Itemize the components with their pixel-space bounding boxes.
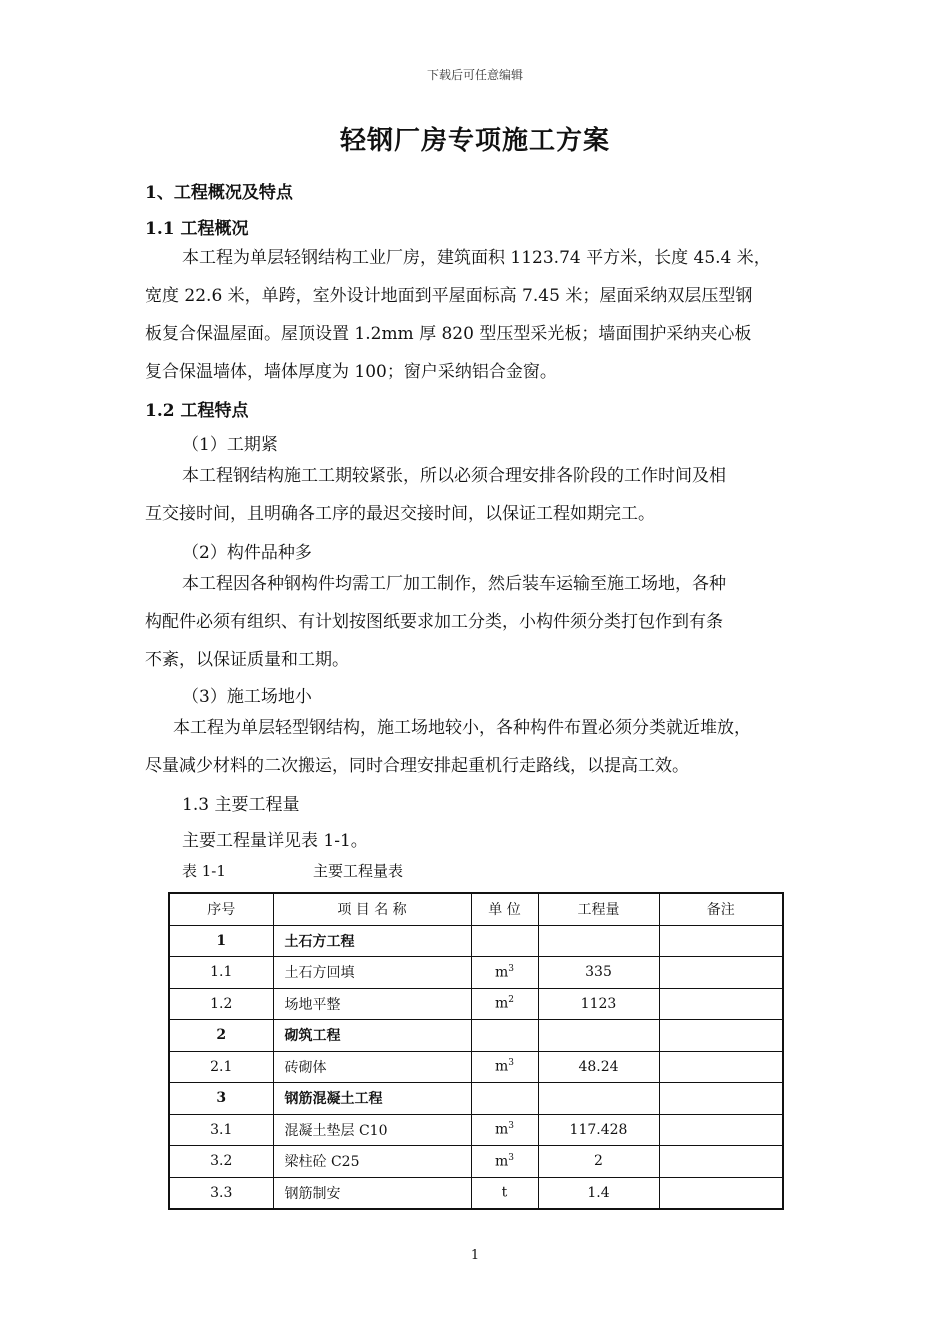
unit-text: m: [494, 1122, 509, 1139]
cell-name: 场地平整: [273, 988, 471, 1020]
cell-unit: [471, 1051, 538, 1083]
paragraph-feature-1: [145, 457, 815, 533]
cell-note: [659, 1146, 783, 1178]
cell-no: 1: [169, 925, 273, 957]
header-note: 下载后可任意编辑: [426, 68, 523, 82]
unit-text: m: [494, 1059, 509, 1076]
col-header-quantity: 工程量: [538, 893, 659, 925]
table-caption-title: 主要工程量表: [313, 862, 404, 880]
cell-note: [659, 1083, 783, 1115]
unit-text: m: [494, 1153, 509, 1170]
table-header-row: [169, 893, 783, 925]
cell-note: [659, 1051, 783, 1083]
cell-quantity: [538, 1083, 659, 1115]
cell-no: 2.1: [169, 1051, 273, 1083]
cell-no: 3: [169, 1083, 273, 1115]
paragraph-feature-2: [145, 565, 815, 679]
cell-name: 钢筋混凝土工程: [273, 1083, 471, 1115]
table-row: [169, 925, 783, 957]
quantities-table: [168, 892, 784, 1210]
cell-name: 混凝土垫层 C10: [273, 1114, 471, 1146]
table-row: [169, 957, 783, 989]
feature-2-line: 构配件必须有组织、有计划按图纸要求加工分类，小构件须分类打包作到有条: [145, 612, 723, 632]
cell-quantity: 2: [538, 1146, 659, 1178]
overview-line: 宽度 22.6 米，单跨，室外设计地面到平屋面标高 7.45 米；屋面采纳双层压型钢: [145, 286, 753, 306]
cell-unit: [471, 1177, 538, 1209]
page-number: 1: [470, 1248, 480, 1263]
col-header-unit: 单 位: [471, 893, 538, 925]
unit-exponent: 3: [508, 963, 514, 974]
overview-line: 复合保温墙体，墙体厚度为 100；窗户采纳铝合金窗。: [145, 362, 557, 382]
unit-exponent: 3: [508, 1152, 514, 1163]
cell-note: [659, 1177, 783, 1209]
table-row: [169, 1051, 783, 1083]
section-heading-1-3: 1.3 主要工程量: [182, 795, 300, 815]
cell-note: [659, 957, 783, 989]
table-caption-number: 表 1-1: [182, 862, 226, 880]
cell-name: 梁柱砼 C25: [273, 1146, 471, 1178]
col-header-no: 序号: [169, 893, 273, 925]
table-row: [169, 1146, 783, 1178]
section-heading-1: 1、工程概况及特点: [145, 183, 293, 203]
cell-unit: [471, 1114, 538, 1146]
section-heading-1-2: 1.2 工程特点: [145, 401, 249, 421]
cell-quantity: [538, 1020, 659, 1052]
cell-no: 1.2: [169, 988, 273, 1020]
cell-unit: [471, 988, 538, 1020]
cell-no: 3.2: [169, 1146, 273, 1178]
cell-note: [659, 988, 783, 1020]
overview-line: 本工程为单层轻钢结构工业厂房，建筑面积 1123.74 平方米，长度 45.4 米，: [182, 248, 771, 268]
unit-exponent: 2: [508, 995, 514, 1006]
cell-unit: [471, 1083, 538, 1115]
table-row: [169, 1083, 783, 1115]
cell-quantity: 1.4: [538, 1177, 659, 1209]
table-row: [169, 1114, 783, 1146]
feature-3-line: 尽量减少材料的二次搬运，同时合理安排起重机行走路线，以提高工效。: [145, 756, 689, 776]
feature-2-line: 本工程因各种钢构件均需工厂加工制作，然后装车运输至施工场地，各种: [182, 574, 726, 594]
cell-note: [659, 1020, 783, 1052]
table-row: [169, 1177, 783, 1209]
unit-text: t: [501, 1185, 508, 1202]
table-reference-text: 主要工程量详见表 1-1。: [182, 831, 368, 851]
cell-unit: [471, 1146, 538, 1178]
feature-1-line: 本工程钢结构施工工期较紧张，所以必须合理安排各阶段的工作时间及相: [182, 466, 726, 486]
cell-quantity: [538, 925, 659, 957]
feature-2-line: 不紊，以保证质量和工期。: [145, 650, 349, 670]
cell-name: 砖砌体: [273, 1051, 471, 1083]
paragraph-overview: [145, 239, 815, 391]
cell-note: [659, 925, 783, 957]
cell-quantity: 1123: [538, 988, 659, 1020]
col-header-note: 备注: [659, 893, 783, 925]
col-header-name: 项 目 名 称: [273, 893, 471, 925]
overview-line: 板复合保温屋面。屋顶设置 1.2mm 厚 820 型压型采光板；墙面围护采纳夹心板: [145, 324, 752, 344]
cell-name: 土石方回填: [273, 957, 471, 989]
cell-quantity: 335: [538, 957, 659, 989]
cell-no: 3.1: [169, 1114, 273, 1146]
cell-note: [659, 1114, 783, 1146]
table-caption: [182, 860, 403, 881]
cell-no: 1.1: [169, 957, 273, 989]
cell-unit: [471, 1020, 538, 1052]
feature-label-1: （1）工期紧: [182, 435, 278, 455]
cell-unit: [471, 925, 538, 957]
cell-no: 3.3: [169, 1177, 273, 1209]
unit-text: m: [494, 996, 509, 1013]
document-title: 轻钢厂房专项施工方案: [339, 126, 610, 156]
unit-exponent: 3: [508, 1058, 514, 1069]
cell-name: 钢筋制安: [273, 1177, 471, 1209]
paragraph-feature-3: [145, 709, 815, 785]
feature-label-3: （3）施工场地小: [182, 687, 312, 707]
table-row: [169, 988, 783, 1020]
table-row: [169, 1020, 783, 1052]
cell-name: 砌筑工程: [273, 1020, 471, 1052]
section-heading-1-1: 1.1 工程概况: [145, 219, 249, 239]
cell-name: 土石方工程: [273, 925, 471, 957]
feature-1-line: 互交接时间，且明确各工序的最迟交接时间，以保证工程如期完工。: [145, 504, 655, 524]
feature-3-line: 本工程为单层轻型钢结构，施工场地较小，各种构件布置必须分类就近堆放，: [173, 718, 751, 738]
unit-text: m: [494, 964, 509, 981]
cell-no: 2: [169, 1020, 273, 1052]
cell-unit: [471, 957, 538, 989]
feature-label-2: （2）构件品种多: [182, 543, 312, 563]
cell-quantity: 117.428: [538, 1114, 659, 1146]
unit-exponent: 3: [508, 1121, 514, 1132]
cell-quantity: 48.24: [538, 1051, 659, 1083]
